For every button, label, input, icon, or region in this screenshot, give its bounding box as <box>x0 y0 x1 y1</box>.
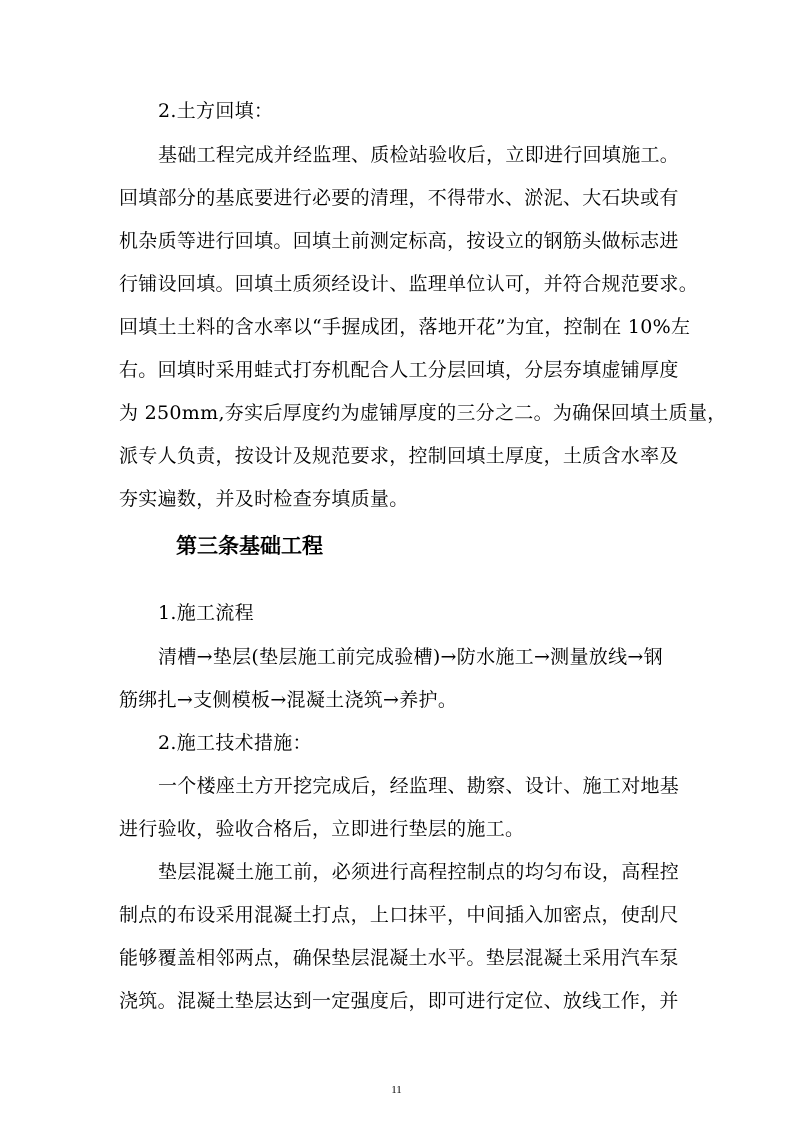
section-title-backfill: 2.土方回填： <box>158 100 274 122</box>
paragraph-line: 右。回填时采用蛙式打夯机配合人工分层回填，分层夯填虚铺厚度 <box>119 359 679 381</box>
section-title-measures: 2.施工技术措施： <box>158 732 312 754</box>
page-number: 11 <box>391 1084 402 1096</box>
paragraph-line: 机杂质等进行回填。回填土前测定标高，按设立的钢筋头做标志进 <box>119 230 679 252</box>
paragraph-line: 清槽→垫层(垫层施工前完成验槽)→防水施工→测量放线→钢 <box>158 646 663 668</box>
chapter-heading: 第三条基础工程 <box>176 534 323 558</box>
paragraph-line: 派专人负责，按设计及规范要求，控制回填土厚度，土质含水率及 <box>119 445 679 467</box>
paragraph-line: 能够覆盖相邻两点，确保垫层混凝土水平。垫层混凝土采用汽车泵 <box>119 947 679 969</box>
paragraph-line: 进行验收，验收合格后，立即进行垫层的施工。 <box>119 818 525 840</box>
paragraph-line: 行铺设回填。回填土质须经设计、监理单位认可，并符合规范要求。 <box>119 273 699 295</box>
paragraph-line: 浇筑。混凝土垫层达到一定强度后，即可进行定位、放线工作，并 <box>119 990 679 1012</box>
paragraph-line: 筋绑扎→支侧模板→混凝土浇筑→养护。 <box>119 689 458 711</box>
paragraph-line: 夯实遍数，并及时检查夯填质量。 <box>119 488 409 510</box>
paragraph-line: 垫层混凝土施工前，必须进行高程控制点的均匀布设，高程控 <box>158 861 680 883</box>
paragraph-line: 基础工程完成并经监理、质检站验收后，立即进行回填施工。 <box>158 144 680 166</box>
paragraph-line: 回填土土料的含水率以“手握成团，落地开花”为宜，控制在 10%左 <box>119 316 691 338</box>
paragraph-line: 回填部分的基底要进行必要的清理，不得带水、淤泥、大石块或有 <box>119 187 679 209</box>
section-title-flow: 1.施工流程 <box>158 602 254 624</box>
paragraph-line: 为 250mm,夯实后厚度约为虚铺厚度的三分之二。为确保回填土质量， <box>119 402 727 424</box>
paragraph-line: 一个楼座土方开挖完成后，经监理、勘察、设计、施工对地基 <box>158 775 680 797</box>
paragraph-line: 制点的布设采用混凝土打点，上口抹平，中间插入加密点，使刮尺 <box>119 904 679 926</box>
